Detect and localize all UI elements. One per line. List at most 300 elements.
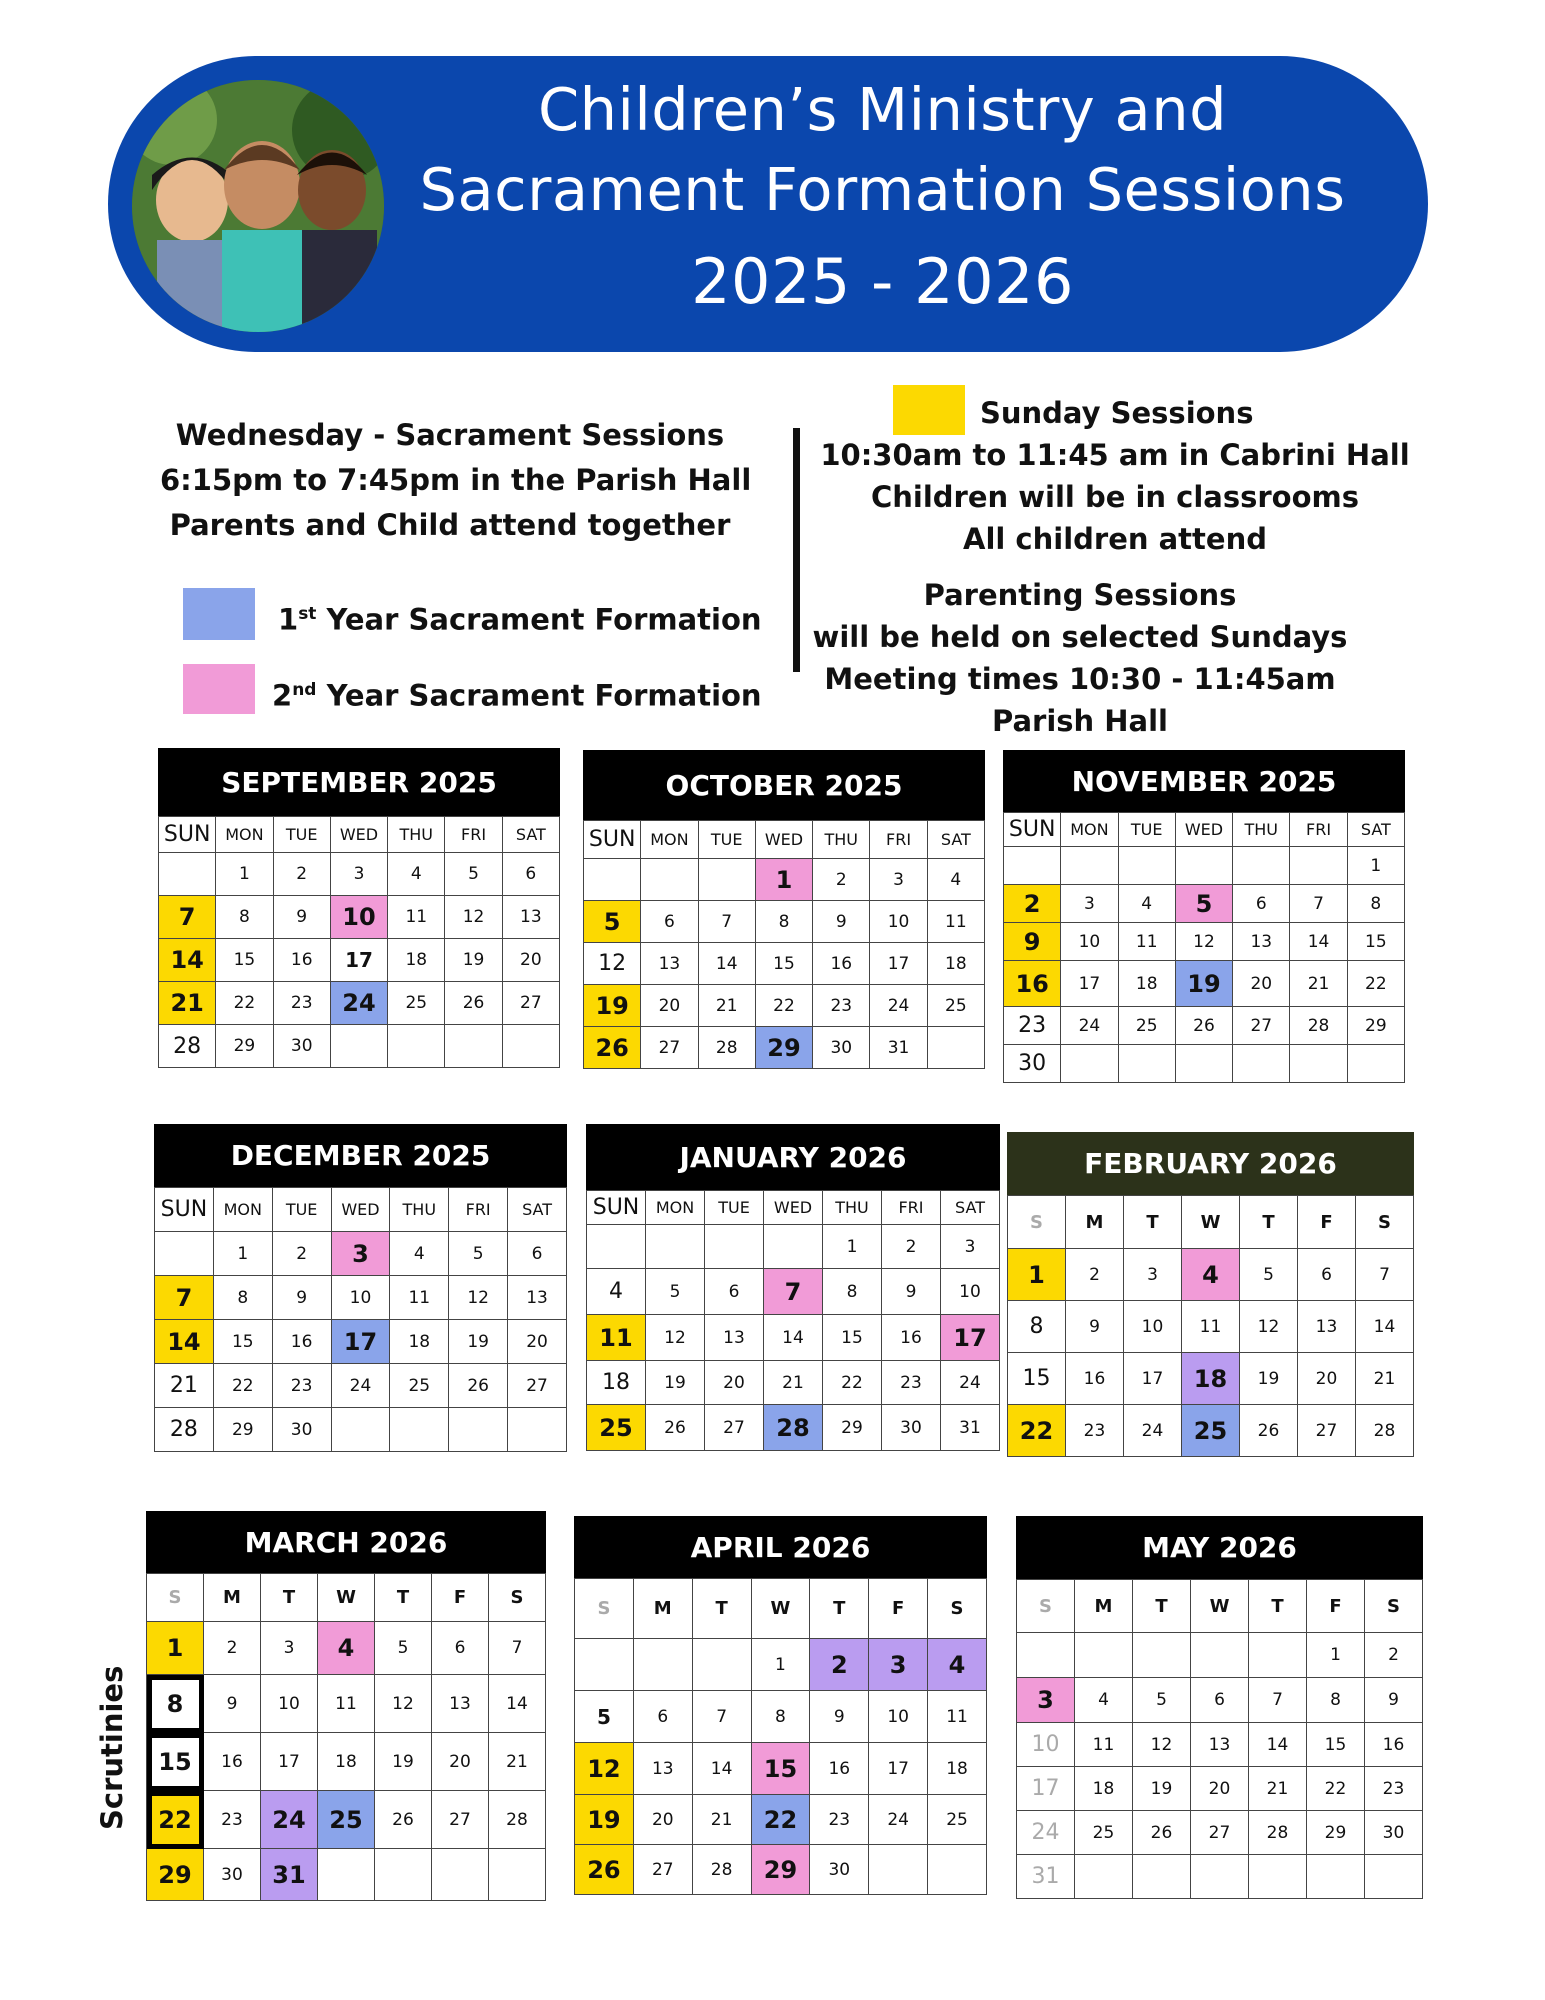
calendar-september-2025 — [158, 748, 560, 1068]
week-row — [575, 1691, 987, 1743]
day-cell: 26 — [1133, 1811, 1191, 1855]
day-cell: 3 — [331, 1232, 390, 1276]
day-cell: 17 — [941, 1315, 1000, 1361]
day-cell: 12 — [646, 1315, 705, 1361]
day-cell: 26 — [575, 1845, 634, 1895]
week-row — [159, 896, 560, 939]
calendar-march-2026 — [146, 1511, 546, 1901]
day-cell: 15 — [1347, 923, 1404, 961]
day-cell: 12 — [575, 1743, 634, 1795]
day-cell: 27 — [1298, 1405, 1356, 1457]
empty-day-cell — [445, 1025, 502, 1068]
weekday-header: SUN — [1004, 813, 1061, 847]
day-cell: 16 — [272, 1320, 331, 1364]
day-cell: 17 — [330, 939, 387, 982]
day-cell: 30 — [882, 1405, 941, 1451]
week-row — [587, 1405, 1000, 1451]
day-cell: 15 — [216, 939, 273, 982]
week-row — [159, 853, 560, 896]
day-cell: 6 — [508, 1232, 567, 1276]
day-cell: 10 — [330, 896, 387, 939]
day-cell: 8 — [755, 901, 812, 943]
day-cell: 9 — [813, 901, 870, 943]
weekday-header: WED — [330, 817, 387, 853]
day-cell: 13 — [705, 1315, 764, 1361]
day-cell: 5 — [1240, 1249, 1298, 1301]
month-title: JANUARY 2026 — [586, 1124, 1000, 1190]
month-title: NOVEMBER 2025 — [1003, 750, 1405, 812]
empty-day-cell — [159, 853, 216, 896]
day-cell: 3 — [941, 1225, 1000, 1269]
first-year-swatch — [183, 588, 255, 640]
day-cell: 29 — [823, 1405, 882, 1451]
day-cell: 30 — [1004, 1045, 1061, 1083]
day-cell: 1 — [213, 1232, 272, 1276]
day-cell: 14 — [692, 1743, 751, 1795]
day-cell: 24 — [1124, 1405, 1182, 1457]
weekday-header: WED — [331, 1188, 390, 1232]
day-cell: 19 — [375, 1733, 432, 1791]
week-row — [587, 1361, 1000, 1405]
week-row — [1008, 1353, 1414, 1405]
day-cell: 23 — [272, 1364, 331, 1408]
day-cell: 6 — [1298, 1249, 1356, 1301]
weekday-header: T — [1124, 1196, 1182, 1249]
day-cell: 4 — [928, 1639, 987, 1691]
day-cell: 22 — [216, 982, 273, 1025]
parenting-line-2: will be held on selected Sundays — [812, 620, 1348, 654]
day-cell: 9 — [1066, 1301, 1124, 1353]
day-cell: 8 — [1307, 1678, 1365, 1723]
day-cell: 28 — [1249, 1811, 1307, 1855]
title-year: 2025 - 2026 — [691, 245, 1074, 318]
day-cell: 2 — [204, 1622, 261, 1675]
day-cell: 19 — [1175, 961, 1232, 1007]
weekday-header: MON — [213, 1188, 272, 1232]
first-year-num: 1 — [278, 602, 299, 637]
day-cell: 9 — [1004, 923, 1061, 961]
empty-day-cell — [375, 1849, 432, 1901]
day-cell: 14 — [1290, 923, 1347, 961]
weekday-header: W — [318, 1574, 375, 1622]
day-cell: 23 — [273, 982, 330, 1025]
day-cell: 27 — [1233, 1007, 1290, 1045]
week-row — [155, 1364, 567, 1408]
week-row — [1004, 961, 1405, 1007]
empty-day-cell — [508, 1408, 567, 1452]
day-cell: 11 — [928, 1691, 987, 1743]
day-cell: 25 — [1182, 1405, 1240, 1457]
day-cell: 26 — [1175, 1007, 1232, 1045]
day-cell: 31 — [261, 1849, 318, 1901]
day-cell: 18 — [1182, 1353, 1240, 1405]
weekday-header: SUN — [155, 1188, 214, 1232]
weekday-header: S — [1017, 1580, 1075, 1633]
weekday-header: SUN — [159, 817, 216, 853]
day-cell: 13 — [432, 1675, 489, 1733]
day-cell: 18 — [927, 943, 984, 985]
empty-day-cell — [1133, 1633, 1191, 1678]
wednesday-line-3: Parents and Child attend together — [169, 508, 731, 542]
weekday-header: T — [261, 1574, 318, 1622]
week-row — [147, 1733, 546, 1791]
day-cell: 9 — [273, 896, 330, 939]
weekday-header: M — [1066, 1196, 1124, 1249]
day-cell: 25 — [1118, 1007, 1175, 1045]
weekday-header: TUE — [272, 1188, 331, 1232]
title-line-1: Children’s Ministry and — [537, 75, 1228, 144]
day-cell: 24 — [261, 1791, 318, 1849]
day-cell: 20 — [1191, 1767, 1249, 1811]
day-cell: 10 — [870, 901, 927, 943]
empty-day-cell — [764, 1225, 823, 1269]
empty-day-cell — [331, 1408, 390, 1452]
day-cell: 24 — [331, 1364, 390, 1408]
empty-day-cell — [1118, 1045, 1175, 1083]
day-cell: 20 — [508, 1320, 567, 1364]
day-cell: 30 — [204, 1849, 261, 1901]
second-year-text: Year Sacrament Formation — [326, 678, 762, 713]
week-row — [159, 939, 560, 982]
week-row — [584, 1027, 985, 1069]
day-cell: 5 — [646, 1269, 705, 1315]
weekday-header: S — [928, 1579, 987, 1639]
day-cell: 20 — [432, 1733, 489, 1791]
empty-day-cell — [575, 1639, 634, 1691]
weekday-header: WED — [1175, 813, 1232, 847]
day-cell: 27 — [508, 1364, 567, 1408]
day-cell: 22 — [823, 1361, 882, 1405]
second-year-num: 2 — [272, 678, 293, 713]
weekday-header: WED — [764, 1191, 823, 1225]
day-cell: 21 — [1249, 1767, 1307, 1811]
empty-day-cell — [1249, 1855, 1307, 1899]
day-cell: 11 — [587, 1315, 646, 1361]
day-cell: 19 — [445, 939, 502, 982]
weekday-header: SUN — [584, 821, 641, 859]
day-cell: 21 — [1356, 1353, 1414, 1405]
day-cell: 23 — [1004, 1007, 1061, 1045]
day-cell: 13 — [508, 1276, 567, 1320]
day-cell: 7 — [1290, 885, 1347, 923]
parenting-info — [800, 574, 1360, 742]
empty-day-cell — [587, 1225, 646, 1269]
weekday-header: S — [1365, 1580, 1423, 1633]
weekday-header: W — [1191, 1580, 1249, 1633]
day-cell: 24 — [1017, 1811, 1075, 1855]
empty-day-cell — [641, 859, 698, 901]
week-row — [584, 943, 985, 985]
day-cell: 13 — [1233, 923, 1290, 961]
sunday-line-4: All children attend — [963, 522, 1267, 556]
day-cell: 23 — [1365, 1767, 1423, 1811]
divider-line — [793, 428, 800, 672]
day-cell: 28 — [764, 1405, 823, 1451]
children-photo — [132, 80, 384, 332]
day-cell: 2 — [813, 859, 870, 901]
day-cell: 8 — [1347, 885, 1404, 923]
weekday-header: S — [1356, 1196, 1414, 1249]
weekday-header: W — [751, 1579, 810, 1639]
calendar-april-2026 — [574, 1516, 987, 1895]
day-cell: 25 — [928, 1795, 987, 1845]
day-cell: 11 — [927, 901, 984, 943]
day-cell: 22 — [751, 1795, 810, 1845]
empty-day-cell — [692, 1639, 751, 1691]
empty-day-cell — [1175, 1045, 1232, 1083]
day-cell: 18 — [1075, 1767, 1133, 1811]
day-cell: 1 — [751, 1639, 810, 1691]
day-cell: 15 — [1008, 1353, 1066, 1405]
week-row — [155, 1408, 567, 1452]
calendar-november-2025 — [1003, 750, 1405, 1083]
day-cell: 27 — [432, 1791, 489, 1849]
day-cell: 28 — [159, 1025, 216, 1068]
day-cell: 27 — [641, 1027, 698, 1069]
wednesday-line-1: Wednesday - Sacrament Sessions — [175, 418, 725, 452]
day-cell: 21 — [489, 1733, 546, 1791]
week-row — [147, 1791, 546, 1849]
empty-day-cell — [1075, 1855, 1133, 1899]
day-cell: 26 — [449, 1364, 508, 1408]
empty-day-cell — [390, 1408, 449, 1452]
day-cell: 22 — [755, 985, 812, 1027]
day-cell: 3 — [1061, 885, 1118, 923]
empty-day-cell — [388, 1025, 445, 1068]
day-cell: 17 — [1061, 961, 1118, 1007]
day-cell: 8 — [147, 1675, 204, 1733]
day-cell: 15 — [823, 1315, 882, 1361]
day-cell: 14 — [1356, 1301, 1414, 1353]
day-cell: 2 — [272, 1232, 331, 1276]
day-cell: 24 — [870, 985, 927, 1027]
day-cell: 1 — [216, 853, 273, 896]
day-cell: 27 — [1191, 1811, 1249, 1855]
day-cell: 29 — [213, 1408, 272, 1452]
day-cell: 9 — [204, 1675, 261, 1733]
day-cell: 31 — [870, 1027, 927, 1069]
day-cell: 6 — [1233, 885, 1290, 923]
day-cell: 5 — [1175, 885, 1232, 923]
day-cell: 8 — [751, 1691, 810, 1743]
scrutinies-label: Scrutinies — [95, 1665, 129, 1830]
day-cell: 17 — [870, 943, 927, 985]
day-cell: 16 — [810, 1743, 869, 1795]
weekday-header: SAT — [1347, 813, 1404, 847]
day-cell: 25 — [927, 985, 984, 1027]
day-cell: 14 — [159, 939, 216, 982]
day-cell: 27 — [633, 1845, 692, 1895]
day-cell: 25 — [587, 1405, 646, 1451]
weekday-header: MON — [646, 1191, 705, 1225]
day-cell: 28 — [692, 1845, 751, 1895]
day-cell: 21 — [159, 982, 216, 1025]
week-row — [1004, 885, 1405, 923]
day-cell: 16 — [273, 939, 330, 982]
day-cell: 8 — [213, 1276, 272, 1320]
day-cell: 19 — [1133, 1767, 1191, 1811]
day-cell: 13 — [1298, 1301, 1356, 1353]
day-cell: 30 — [810, 1845, 869, 1895]
day-cell: 10 — [1124, 1301, 1182, 1353]
week-row — [1004, 1007, 1405, 1045]
week-row — [584, 859, 985, 901]
empty-day-cell — [646, 1225, 705, 1269]
day-cell: 15 — [755, 943, 812, 985]
week-row — [575, 1795, 987, 1845]
day-cell: 7 — [692, 1691, 751, 1743]
day-cell: 10 — [331, 1276, 390, 1320]
weekday-header: F — [869, 1579, 928, 1639]
weekday-header: FRI — [882, 1191, 941, 1225]
day-cell: 24 — [1061, 1007, 1118, 1045]
day-cell: 16 — [1365, 1723, 1423, 1767]
day-cell: 1 — [1307, 1633, 1365, 1678]
month-title: APRIL 2026 — [574, 1516, 987, 1578]
day-cell: 26 — [1240, 1405, 1298, 1457]
day-cell: 20 — [641, 985, 698, 1027]
day-cell: 6 — [641, 901, 698, 943]
day-cell: 21 — [692, 1795, 751, 1845]
parenting-line-1: Parenting Sessions — [923, 578, 1237, 612]
calendar-december-2025 — [154, 1124, 567, 1452]
weekday-header: F — [1298, 1196, 1356, 1249]
day-cell: 14 — [764, 1315, 823, 1361]
empty-day-cell — [1233, 1045, 1290, 1083]
day-cell: 2 — [1066, 1249, 1124, 1301]
weekday-header: WED — [755, 821, 812, 859]
week-row — [1004, 1045, 1405, 1083]
day-cell: 28 — [1356, 1405, 1414, 1457]
day-cell: 5 — [1133, 1678, 1191, 1723]
day-cell: 6 — [633, 1691, 692, 1743]
day-cell: 25 — [318, 1791, 375, 1849]
empty-day-cell — [1249, 1633, 1307, 1678]
empty-day-cell — [1233, 847, 1290, 885]
first-year-sup: st — [298, 604, 317, 624]
day-cell: 25 — [388, 982, 445, 1025]
day-cell: 29 — [751, 1845, 810, 1895]
weekday-header: T — [375, 1574, 432, 1622]
day-cell: 20 — [502, 939, 559, 982]
week-row — [584, 901, 985, 943]
day-cell: 4 — [1075, 1678, 1133, 1723]
calendar-may-2026 — [1016, 1516, 1423, 1899]
weekday-header: FRI — [449, 1188, 508, 1232]
day-cell: 29 — [216, 1025, 273, 1068]
day-cell: 6 — [705, 1269, 764, 1315]
sunday-line-1: Sunday Sessions — [980, 396, 1254, 430]
empty-day-cell — [318, 1849, 375, 1901]
day-cell: 1 — [1347, 847, 1404, 885]
day-cell: 20 — [633, 1795, 692, 1845]
day-cell: 28 — [489, 1791, 546, 1849]
day-cell: 7 — [159, 896, 216, 939]
weekday-header: F — [432, 1574, 489, 1622]
calendar-january-2026 — [586, 1124, 1000, 1451]
weekday-header: TUE — [698, 821, 755, 859]
day-cell: 11 — [318, 1675, 375, 1733]
weekday-header: T — [1133, 1580, 1191, 1633]
day-cell: 11 — [1075, 1723, 1133, 1767]
week-row — [159, 1025, 560, 1068]
week-row — [147, 1622, 546, 1675]
month-title: FEBRUARY 2026 — [1007, 1132, 1414, 1195]
day-cell: 4 — [388, 853, 445, 896]
day-cell: 21 — [155, 1364, 214, 1408]
empty-day-cell — [928, 1845, 987, 1895]
day-cell: 31 — [1017, 1855, 1075, 1899]
day-cell: 12 — [1240, 1301, 1298, 1353]
weekday-header: FRI — [870, 821, 927, 859]
weekday-header: SAT — [941, 1191, 1000, 1225]
sunday-title — [980, 392, 1253, 434]
weekday-header: SUN — [587, 1191, 646, 1225]
empty-day-cell — [1017, 1633, 1075, 1678]
day-cell: 15 — [751, 1743, 810, 1795]
weekday-header: T — [1249, 1580, 1307, 1633]
empty-day-cell — [633, 1639, 692, 1691]
day-cell: 21 — [764, 1361, 823, 1405]
week-row — [1008, 1249, 1414, 1301]
day-cell: 12 — [445, 896, 502, 939]
day-cell: 18 — [928, 1743, 987, 1795]
day-cell: 14 — [155, 1320, 214, 1364]
day-cell: 11 — [390, 1276, 449, 1320]
week-row — [575, 1639, 987, 1691]
day-cell: 3 — [870, 859, 927, 901]
week-row — [575, 1743, 987, 1795]
day-cell: 12 — [1175, 923, 1232, 961]
day-cell: 3 — [330, 853, 387, 896]
day-cell: 7 — [698, 901, 755, 943]
day-cell: 18 — [318, 1733, 375, 1791]
week-row — [1008, 1405, 1414, 1457]
day-cell: 12 — [584, 943, 641, 985]
empty-day-cell — [1191, 1855, 1249, 1899]
empty-day-cell — [927, 1027, 984, 1069]
empty-day-cell — [330, 1025, 387, 1068]
week-row — [147, 1849, 546, 1901]
week-row — [1017, 1678, 1423, 1723]
day-cell: 21 — [698, 985, 755, 1027]
day-cell: 29 — [1347, 1007, 1404, 1045]
day-cell: 25 — [390, 1364, 449, 1408]
weekday-header: FRI — [1290, 813, 1347, 847]
empty-day-cell — [1004, 847, 1061, 885]
weekday-header: M — [633, 1579, 692, 1639]
day-cell: 18 — [390, 1320, 449, 1364]
weekday-header: M — [204, 1574, 261, 1622]
day-cell: 19 — [575, 1795, 634, 1845]
day-cell: 23 — [1066, 1405, 1124, 1457]
day-cell: 2 — [1004, 885, 1061, 923]
day-cell: 7 — [1249, 1678, 1307, 1723]
weekday-header: SAT — [927, 821, 984, 859]
day-cell: 8 — [216, 896, 273, 939]
week-row — [587, 1225, 1000, 1269]
weekday-header: TUE — [705, 1191, 764, 1225]
day-cell: 12 — [375, 1675, 432, 1733]
empty-day-cell — [1118, 847, 1175, 885]
day-cell: 29 — [147, 1849, 204, 1901]
day-cell: 5 — [445, 853, 502, 896]
day-cell: 29 — [1307, 1811, 1365, 1855]
day-cell: 13 — [502, 896, 559, 939]
weekday-header: W — [1182, 1196, 1240, 1249]
day-cell: 4 — [587, 1269, 646, 1315]
second-year-swatch — [183, 664, 255, 714]
